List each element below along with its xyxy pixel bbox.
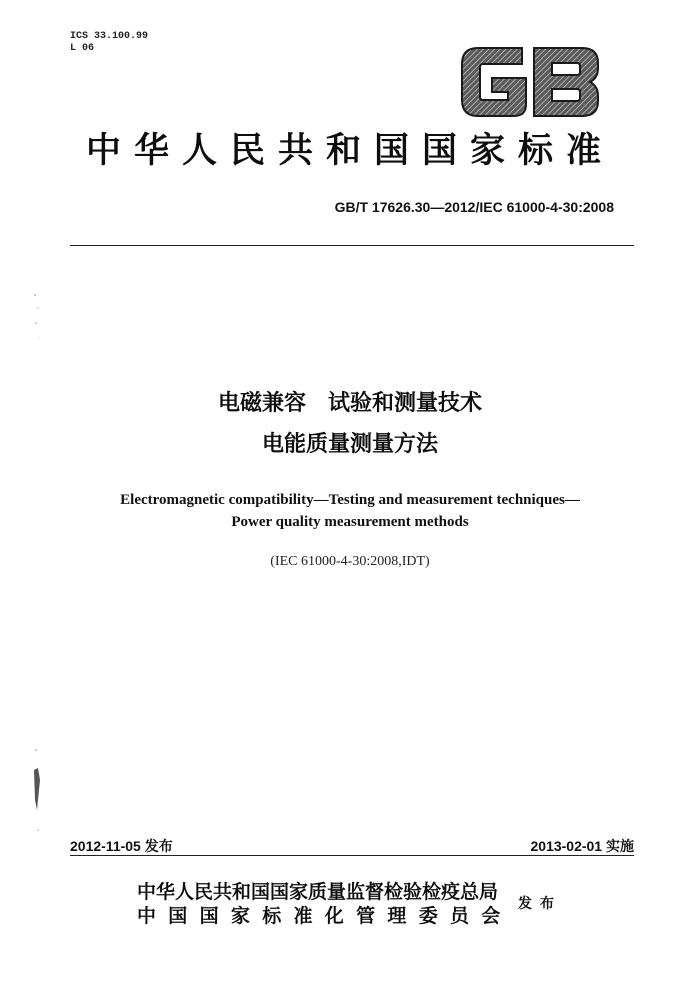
scan-artifact-bottom xyxy=(32,740,42,850)
scan-artifact-top xyxy=(32,290,42,350)
chinese-title-series: 电磁兼容 xyxy=(217,391,306,416)
ccs-code: L 06 xyxy=(70,43,95,54)
classification-codes xyxy=(70,31,148,55)
english-title-line-2: Power quality measurement methods xyxy=(231,514,469,530)
issue-label: 发布 xyxy=(518,896,562,912)
ics-code: ICS 33.100.99 xyxy=(70,31,149,42)
issue-date: 2012-11-05 发布 xyxy=(70,838,173,854)
implementation-date: 2013-02-01 实施 xyxy=(530,838,634,854)
equivalence-note: (IEC 61000-4-30:2008,IDT) xyxy=(270,554,430,569)
issuer-aqsiq: 中华人民共和国国家质量监督检验检疫总局 xyxy=(137,881,499,903)
chinese-title-subseries: 试验和测量技术 xyxy=(328,391,483,416)
gb-logo-icon xyxy=(456,42,604,122)
chinese-title-line-2: 电能质量测量方法 xyxy=(261,432,438,457)
english-title-line-1: Electromagnetic compatibility—Testing and measurement techniques— xyxy=(120,492,580,508)
top-divider xyxy=(70,245,634,246)
standard-number: GB/T 17626.30—2012/IEC 61000-4-30:2008 xyxy=(334,199,614,215)
issuer-sac: 中国国家标准化管理委员会 xyxy=(137,905,513,927)
chinese-title-line-1 xyxy=(0,387,700,421)
bottom-divider xyxy=(70,855,634,856)
national-standard-heading: 中华人民共和国国家标准 xyxy=(85,130,614,171)
